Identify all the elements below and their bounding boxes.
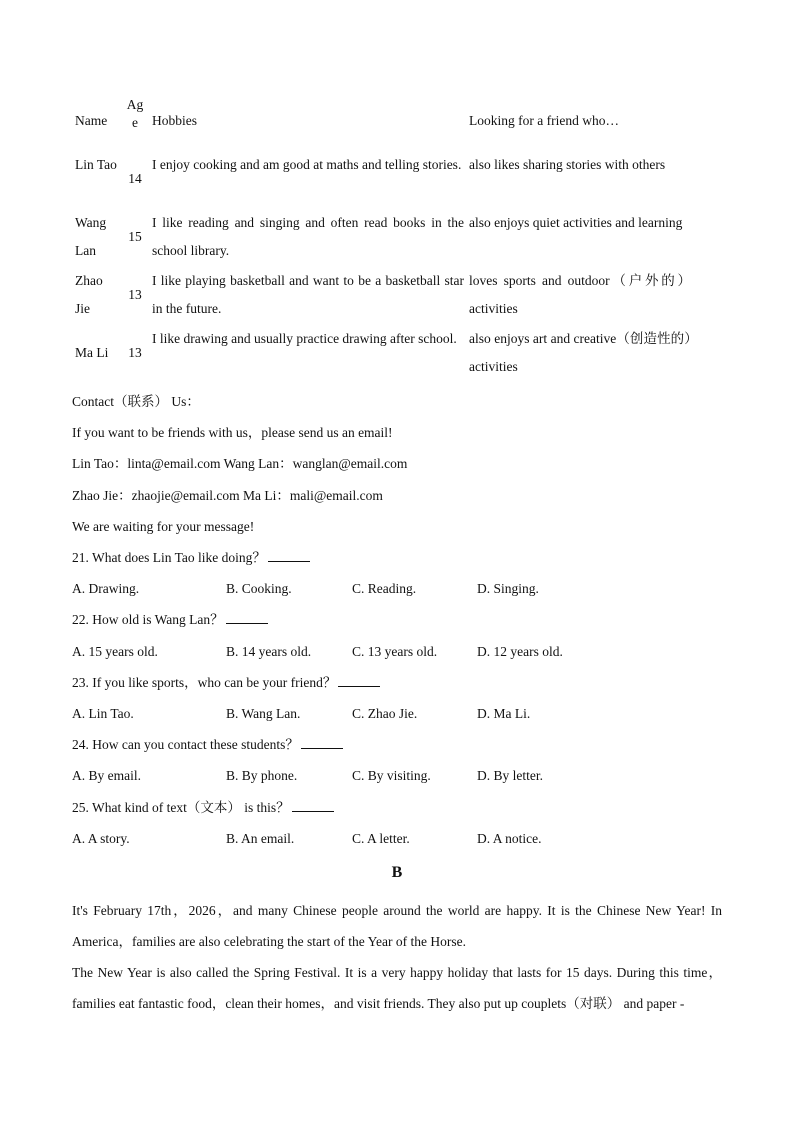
option-c: C. A letter. xyxy=(352,831,410,846)
answer-blank[interactable] xyxy=(268,549,310,562)
table-header-row xyxy=(72,96,692,152)
contact-heading: Contact（联系） Us： xyxy=(72,394,200,409)
row-looking: also likes sharing stories with others xyxy=(469,157,666,172)
contact-emails-1: Lin Tao：linta@email.com Wang Lan：wanglan@email.com xyxy=(72,456,408,471)
row-looking: also enjoys quiet activities and learning xyxy=(469,215,683,230)
header-hobbies: Hobbies xyxy=(152,113,197,128)
header-looking: Looking for a friend who… xyxy=(469,113,619,128)
header-name: Name xyxy=(75,113,108,128)
question-24 xyxy=(72,735,343,755)
table-row xyxy=(72,325,692,381)
paragraph-1: It's February 17th，2026，and many Chinese people around the world are happy. It is the Chinese New Year! In America，families are also celebrating the start of the Year of the Horse. xyxy=(72,903,722,949)
contact-line: If you want to be friends with us，please send us an email! xyxy=(72,425,393,440)
row-hobbies: I like drawing and usually practice drawing after school. xyxy=(152,331,457,346)
question-text: 21. What does Lin Tao like doing？ xyxy=(72,550,266,565)
option-a: A. A story. xyxy=(72,831,130,846)
option-d: D. Ma Li. xyxy=(477,706,531,721)
option-a: A. By email. xyxy=(72,768,141,783)
row-hobbies: I enjoy cooking and am good at maths and telling stories. xyxy=(152,157,462,172)
contact-emails-2: Zhao Jie：zhaojie@email.com Ma Li：mali@email.com xyxy=(72,488,383,503)
question-21 xyxy=(72,548,310,568)
row-name: Wang Lan xyxy=(75,215,107,258)
option-b: B. By phone. xyxy=(226,768,298,783)
contact-closing: We are waiting for your message! xyxy=(72,519,255,534)
row-hobbies: I like playing basketball and want to be a basketball star in the future. xyxy=(152,273,464,316)
row-hobbies: I like reading and singing and often read books in the school library. xyxy=(152,215,464,258)
question-text: 24. How can you contact these students？ xyxy=(72,737,299,752)
row-name: Lin Tao xyxy=(75,157,117,172)
row-age: 14 xyxy=(128,171,142,186)
section-title: B xyxy=(391,864,403,881)
answer-blank[interactable] xyxy=(292,799,334,812)
table-row xyxy=(72,151,692,207)
option-b: B. Cooking. xyxy=(226,581,292,596)
question-text: 23. If you like sports，who can be your friend？ xyxy=(72,675,337,690)
header-age: Age xyxy=(126,97,144,130)
option-d: D. Singing. xyxy=(477,581,539,596)
paragraph-2: The New Year is also called the Spring Festival. It is a very happy holiday that lasts for 15 days. During this time，families eat fantastic food，clean their homes，and visit friends. They also put up couplets（对联） and paper - xyxy=(72,965,722,1011)
option-c: C. Reading. xyxy=(352,581,417,596)
row-looking: loves sports and outdoor（户外的）activities xyxy=(469,273,691,316)
question-25 xyxy=(72,798,334,818)
row-age: 15 xyxy=(128,229,142,244)
option-d: D. 12 years old. xyxy=(477,644,563,659)
question-22 xyxy=(72,610,268,630)
option-d: D. By letter. xyxy=(477,768,543,783)
option-a: A. Lin Tao. xyxy=(72,706,134,721)
question-text: 25. What kind of text（文本） is this？ xyxy=(72,800,290,815)
option-c: C. 13 years old. xyxy=(352,644,438,659)
option-d: D. A notice. xyxy=(477,831,542,846)
option-c: C. Zhao Jie. xyxy=(352,706,418,721)
option-b: B. Wang Lan. xyxy=(226,706,301,721)
question-23 xyxy=(72,673,380,693)
question-text: 22. How old is Wang Lan？ xyxy=(72,612,224,627)
answer-blank[interactable] xyxy=(338,674,380,687)
option-c: C. By visiting. xyxy=(352,768,431,783)
row-name: Ma Li xyxy=(75,345,109,360)
table-row xyxy=(72,209,692,265)
option-b: B. 14 years old. xyxy=(226,644,312,659)
option-b: B. An email. xyxy=(226,831,295,846)
table-row xyxy=(72,267,692,323)
row-age: 13 xyxy=(128,345,142,360)
option-a: A. 15 years old. xyxy=(72,644,158,659)
row-looking: also enjoys art and creative（创造性的）activities xyxy=(469,331,691,374)
row-name: Zhao Jie xyxy=(75,273,103,316)
row-age: 13 xyxy=(128,287,142,302)
answer-blank[interactable] xyxy=(301,736,343,749)
answer-blank[interactable] xyxy=(226,611,268,624)
option-a: A. Drawing. xyxy=(72,581,140,596)
